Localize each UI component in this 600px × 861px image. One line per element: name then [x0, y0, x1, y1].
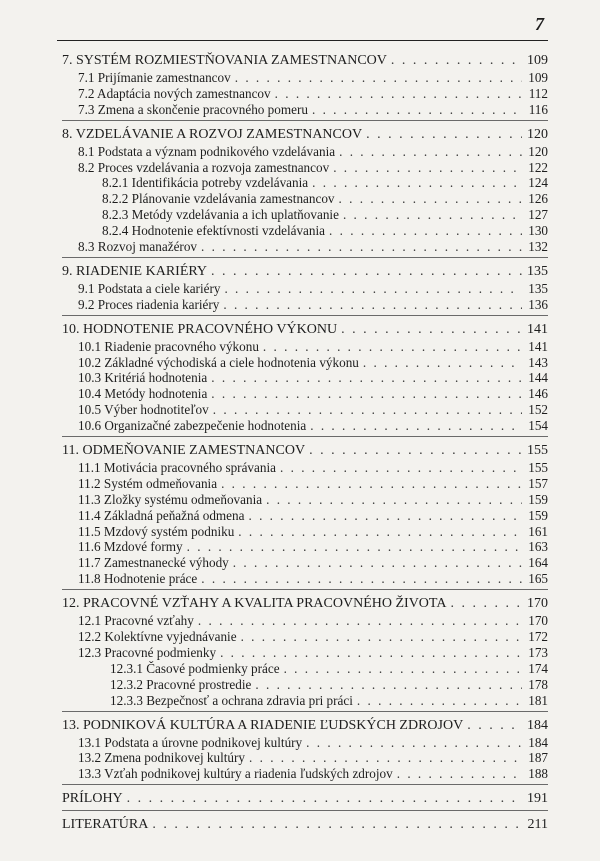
dot-leader [310, 418, 522, 434]
toc-entry-page: 188 [528, 766, 548, 782]
toc-entry-page: 109 [527, 53, 548, 68]
toc-subentry-row[interactable] [62, 613, 548, 629]
toc-subentry-row[interactable] [62, 339, 548, 355]
dot-leader [284, 661, 522, 677]
toc-subentry-row[interactable] [62, 239, 548, 255]
toc-entry-page: 170 [528, 613, 548, 629]
toc-subentry-row[interactable] [62, 402, 548, 418]
toc-entry-page: 141 [528, 338, 548, 354]
dot-leader [201, 239, 522, 255]
toc-entry-title: 8.3 Rozvoj manažérov [78, 239, 198, 255]
dot-leader [263, 339, 522, 355]
toc-section [62, 52, 548, 121]
toc-entry-page: 116 [528, 101, 548, 117]
toc-entry-page: 122 [528, 159, 548, 175]
toc-entry-page: 112 [528, 85, 548, 101]
toc-subentry-row[interactable] [62, 492, 548, 508]
toc-chapter-row[interactable] [62, 595, 548, 613]
dot-leader [333, 160, 522, 176]
dot-leader [366, 126, 522, 144]
toc-entry-page: 191 [527, 791, 548, 807]
dot-leader [221, 476, 522, 492]
toc-subentry-row[interactable] [62, 223, 548, 239]
toc-entry-page: 181 [528, 692, 548, 708]
dot-leader [249, 750, 522, 766]
toc-chapter-row[interactable] [62, 790, 548, 808]
toc-entry-page: 124 [528, 175, 548, 191]
toc-entry-page: 173 [528, 644, 548, 660]
dot-leader [341, 321, 522, 339]
toc-entry-page: 141 [527, 321, 548, 337]
dot-leader [224, 281, 522, 297]
toc-entry-title: 11.5 Mzdový systém podniku [78, 523, 235, 539]
toc-entry-page: 161 [528, 523, 548, 539]
toc-entry-page: 126 [528, 191, 548, 207]
toc-entry-page: 120 [527, 126, 548, 142]
dot-leader [238, 524, 522, 540]
toc-chapter-row[interactable] [62, 52, 548, 70]
dot-leader [343, 207, 522, 223]
dot-leader [211, 263, 522, 281]
toc-entry-title: 11.4 Základná peňažná odmena [78, 507, 245, 523]
toc-entry-title: 13.2 Zmena podnikovej kultúry [78, 750, 246, 766]
toc-entry-page: 187 [528, 750, 548, 766]
dot-leader [357, 693, 522, 709]
dot-leader [450, 595, 522, 613]
toc-entry-title: 11. ODMEŇOVANIE ZAMESTNANCOV [62, 443, 306, 459]
toc-entry-page: 154 [528, 418, 548, 434]
toc-entry-title: PRÍLOHY [62, 791, 123, 807]
dot-leader [211, 386, 522, 402]
dot-leader [266, 492, 522, 508]
toc-subentry-row[interactable] [62, 102, 548, 118]
toc-entry-page: 135 [527, 263, 548, 279]
dot-leader [213, 402, 522, 418]
toc-entry-title: 8.2 Proces vzdelávania a rozvoja zamestnancov [78, 159, 330, 175]
toc-subentry-row[interactable] [62, 735, 548, 751]
dot-leader [312, 175, 522, 191]
toc-entry-title: 11.1 Motivácia pracovného správania [78, 460, 276, 476]
toc-entry-page: 159 [528, 507, 548, 523]
toc-entry-title: 12. PRACOVNÉ VZŤAHY A KVALITA PRACOVNÉHO ŽIVOTA [62, 596, 447, 612]
toc-entry-page: 159 [528, 491, 548, 507]
toc-entry-page: 170 [527, 596, 548, 612]
toc-section [62, 790, 548, 811]
page-number: 7 [535, 14, 544, 34]
dot-leader [201, 571, 522, 587]
toc-section [62, 595, 548, 711]
dot-leader [233, 555, 522, 571]
toc-subentry-row[interactable] [62, 539, 548, 555]
dot-leader [255, 677, 522, 693]
toc-entry-page: 127 [528, 207, 548, 223]
dot-leader [397, 766, 522, 782]
toc-entry-title: 8.2.3 Metódy vzdelávania a ich uplatňovanie [102, 207, 339, 223]
toc-subentry-row[interactable] [62, 476, 548, 492]
toc-subentry-row[interactable] [62, 693, 548, 709]
toc-entry-page: 120 [528, 143, 548, 159]
dot-leader [275, 86, 522, 102]
toc-subentry-row[interactable] [62, 661, 548, 677]
header-rule [57, 40, 548, 41]
toc-entry-title: 8.2.1 Identifikácia potreby vzdelávania [102, 175, 309, 191]
dot-leader [309, 442, 522, 460]
dot-leader [220, 645, 522, 661]
toc-subentry-row[interactable] [62, 460, 548, 476]
toc-entry-page: 184 [528, 734, 548, 750]
toc-entry-title: LITERATÚRA [62, 817, 149, 833]
toc-entry-title: 10.1 Riadenie pracovného výkonu [78, 338, 259, 354]
toc-entry-page: 211 [527, 817, 548, 833]
toc-subentry-row[interactable] [62, 386, 548, 402]
toc-chapter-row[interactable] [62, 717, 548, 735]
toc-entry-title: 7.1 Prijímanie zamestnancov [78, 70, 231, 85]
toc-subentry-row[interactable] [62, 355, 548, 371]
toc-subentry-row[interactable] [62, 555, 548, 571]
toc-subentry-row[interactable] [62, 571, 548, 587]
toc-subentry-row[interactable] [62, 175, 548, 191]
toc-entry-title: 8.2.4 Hodnotenie efektívnosti vzdelávania [102, 223, 326, 239]
toc-section [62, 816, 548, 836]
toc-entry-title: 11.8 Hodnotenie práce [78, 571, 198, 587]
toc-subentry-row[interactable] [62, 677, 548, 693]
toc-entry-title: 12.1 Pracovné vzťahy [78, 613, 194, 629]
toc-section [62, 442, 548, 590]
toc-entry-page: 165 [528, 571, 548, 587]
toc-entry-page: 163 [528, 539, 548, 555]
dot-leader [329, 223, 522, 239]
dot-leader [339, 191, 522, 207]
dot-leader [467, 717, 522, 735]
dot-leader [312, 102, 522, 118]
toc-section [62, 263, 548, 316]
toc-subentry-row[interactable] [62, 524, 548, 540]
toc-section [62, 126, 548, 258]
toc-entry-title: 8.2.2 Plánovanie vzdelávania zamestnancov [102, 191, 335, 207]
toc-entry-page: 155 [528, 460, 548, 476]
toc-section [62, 321, 548, 437]
dot-leader [391, 52, 522, 70]
toc-entry-page: 178 [528, 676, 548, 692]
dot-leader [211, 370, 522, 386]
toc-entry-title: 10.2 Základné východiská a ciele hodnotenia výkonu [78, 354, 359, 370]
toc-entry-title: 12.3.2 Pracovné prostredie [110, 676, 252, 692]
toc-chapter-row[interactable] [62, 126, 548, 144]
toc-entry-page: 174 [528, 660, 548, 676]
toc-entry-page: 172 [528, 629, 548, 645]
toc-subentry-row[interactable] [62, 191, 548, 207]
toc-entry-title: 12.3 Pracovné podmienky [78, 644, 217, 660]
toc-entry-page: 143 [528, 354, 548, 370]
toc-entry-page: 135 [528, 280, 548, 296]
dot-leader [187, 539, 522, 555]
dot-leader [248, 508, 522, 524]
toc-chapter-row[interactable] [62, 321, 548, 339]
toc-entry-page: 136 [528, 296, 548, 312]
table-of-contents [62, 52, 548, 841]
toc-entry-title: 8.1 Podstata a význam podnikového vzdelávania [78, 143, 336, 159]
toc-entry-title: 9.1 Podstata a ciele kariéry [78, 280, 221, 296]
toc-entry-title: 13.3 Vzťah podnikovej kultúry a riadenia ľudských zdrojov [78, 766, 393, 782]
toc-entry-title: 10.3 Kritériá hodnotenia [78, 370, 208, 386]
toc-chapter-row[interactable] [62, 263, 548, 281]
toc-entry-title: 12.3.1 Časové podmienky práce [110, 660, 280, 676]
toc-subentry-row[interactable] [62, 645, 548, 661]
dot-leader [241, 629, 522, 645]
toc-subentry-row[interactable] [62, 144, 548, 160]
toc-entry-title: 10.5 Výber hodnotiteľov [78, 402, 209, 418]
toc-entry-title: 7.2 Adaptácia nových zamestnancov [78, 85, 271, 101]
dot-leader [280, 460, 522, 476]
toc-subentry-row[interactable] [62, 370, 548, 386]
toc-entry-title: 13. PODNIKOVÁ KULTÚRA A RIADENIE ĽUDSKÝCH ZDROJOV [62, 717, 464, 733]
toc-entry-title: 10.6 Organizačné zabezpečenie hodnotenia [78, 418, 307, 434]
toc-section [62, 717, 548, 786]
toc-entry-title: 8. VZDELÁVANIE A ROZVOJ ZAMESTNANCOV [62, 126, 363, 142]
toc-entry-title: 11.2 Systém odmeňovania [78, 475, 218, 491]
toc-subentry-row[interactable] [62, 297, 548, 313]
toc-subentry-row[interactable] [62, 418, 548, 434]
toc-entry-title: 10.4 Metódy hodnotenia [78, 386, 208, 402]
dot-leader [127, 790, 522, 808]
toc-entry-title: 11.3 Zložky systému odmeňovania [78, 491, 263, 507]
toc-subentry-row[interactable] [62, 750, 548, 766]
dot-leader [306, 735, 522, 751]
toc-entry-page: 132 [528, 239, 548, 255]
toc-entry-page: 155 [527, 443, 548, 459]
dot-leader [339, 144, 522, 160]
toc-entry-page: 164 [528, 555, 548, 571]
toc-entry-page: 109 [528, 70, 548, 85]
toc-entry-page: 157 [528, 475, 548, 491]
toc-subentry-row[interactable] [62, 86, 548, 102]
toc-entry-page: 152 [528, 402, 548, 418]
toc-entry-title: 7. SYSTÉM ROZMIESTŇOVANIA ZAMESTNANCOV [62, 53, 387, 68]
toc-entry-title: 11.6 Mzdové formy [78, 539, 183, 555]
toc-chapter-row[interactable] [62, 816, 548, 834]
toc-subentry-row[interactable] [62, 281, 548, 297]
toc-entry-title: 11.7 Zamestnanecké výhody [78, 555, 229, 571]
toc-entry-page: 146 [528, 386, 548, 402]
toc-entry-page: 184 [527, 717, 548, 733]
toc-subentry-row[interactable] [62, 766, 548, 782]
dot-leader [223, 297, 522, 313]
toc-subentry-row[interactable] [62, 629, 548, 645]
toc-entry-title: 10. HODNOTENIE PRACOVNÉHO VÝKONU [62, 321, 338, 337]
toc-entry-title: 7.3 Zmena a skončenie pracovného pomeru [78, 101, 308, 117]
toc-entry-title: 9.2 Proces riadenia kariéry [78, 296, 220, 312]
toc-chapter-row[interactable] [62, 442, 548, 460]
toc-entry-title: 12.2 Kolektívne vyjednávanie [78, 629, 237, 645]
dot-leader [363, 355, 522, 371]
toc-subentry-row[interactable] [62, 207, 548, 223]
dot-leader [198, 613, 522, 629]
toc-subentry-row[interactable] [62, 70, 548, 86]
toc-entry-page: 144 [528, 370, 548, 386]
toc-entry-title: 9. RIADENIE KARIÉRY [62, 263, 208, 279]
toc-subentry-row[interactable] [62, 508, 548, 524]
toc-entry-page: 130 [528, 223, 548, 239]
dot-leader [235, 70, 522, 86]
dot-leader [152, 816, 522, 834]
toc-subentry-row[interactable] [62, 160, 548, 176]
toc-entry-title: 13.1 Podstata a úrovne podnikovej kultúry [78, 734, 303, 750]
toc-entry-title: 12.3.3 Bezpečnosť a ochrana zdravia pri práci [110, 692, 353, 708]
